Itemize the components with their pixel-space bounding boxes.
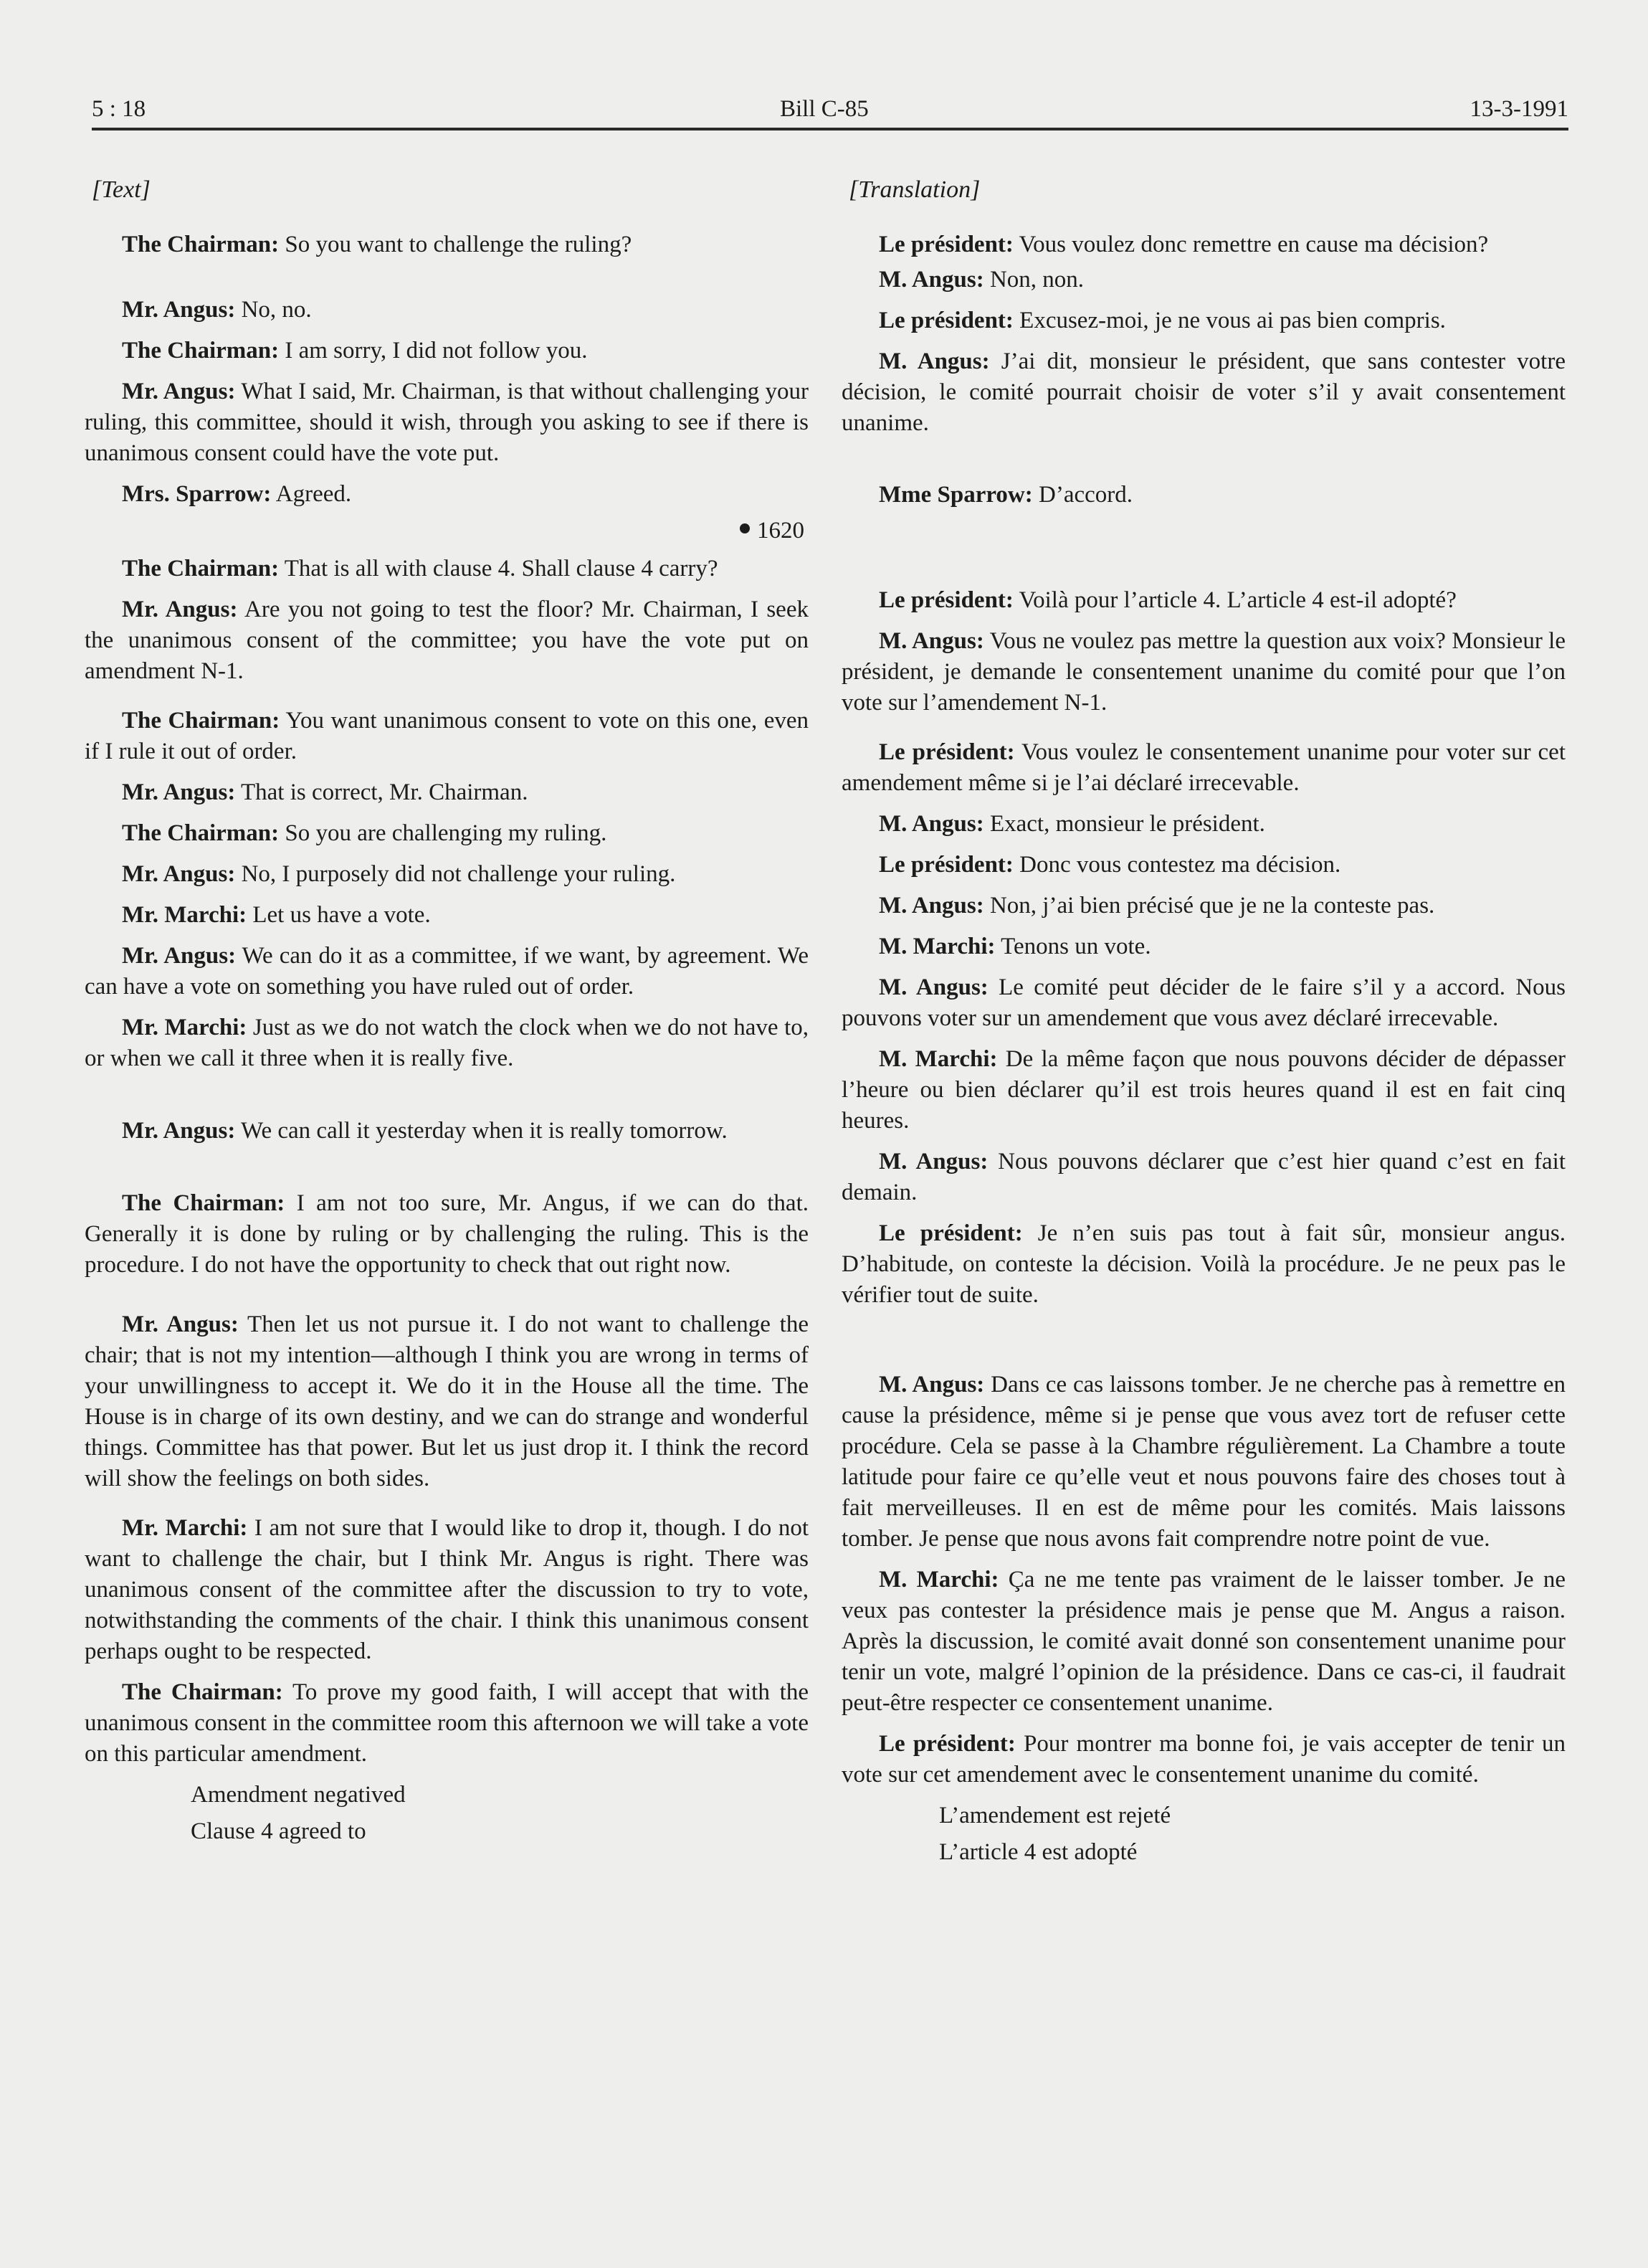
speaker-name: M. Angus: bbox=[879, 811, 984, 837]
speech-text: Vous voulez le consentement unanime pour voter sur cet amendement même si je l’ai déclaré irrecevable. bbox=[842, 739, 1566, 796]
speech-text: Let us have a vote. bbox=[247, 902, 431, 928]
bill-title: Bill C-85 bbox=[780, 96, 869, 122]
speech-text: Vous ne voulez pas mettre la question aux voix? Monsieur le président, je demande le consentement unanime du comité pour que l’on vote sur l’amendement N-1. bbox=[842, 628, 1566, 716]
english-paragraph bbox=[85, 859, 809, 890]
speech-text: Le comité peut décider de le faire s’il y a accord. Nous pouvons voter sur un amendement que vous avez déclaré irrecevable. bbox=[842, 974, 1566, 1031]
english-paragraph bbox=[85, 1188, 809, 1281]
french-paragraph bbox=[842, 809, 1566, 840]
speaker-name: M. Marchi: bbox=[879, 1046, 998, 1072]
speaker-name: Mr. Angus: bbox=[122, 379, 236, 404]
french-paragraph bbox=[842, 850, 1566, 881]
speech-text: That is all with clause 4. Shall clause 4 carry? bbox=[279, 556, 718, 582]
speaker-name: M. Angus: bbox=[879, 1149, 989, 1175]
speaker-name: Mr. Angus: bbox=[122, 1311, 239, 1337]
english-paragraph bbox=[85, 818, 809, 849]
english-outcome-clause: Clause 4 agreed to bbox=[191, 1818, 366, 1844]
english-paragraph bbox=[85, 229, 809, 260]
french-paragraph bbox=[842, 931, 1566, 962]
time-marker bbox=[85, 516, 809, 546]
speaker-name: M. Marchi: bbox=[879, 1567, 999, 1593]
speech-text: Pour montrer ma bonne foi, je vais accepter de tenir un vote sur cet amendement avec le consentement unanime du comité. bbox=[842, 1731, 1566, 1788]
speaker-name: Le président: bbox=[879, 852, 1014, 878]
speech-text: Nous pouvons déclarer que c’est hier quand c’est en fait demain. bbox=[842, 1149, 1566, 1205]
speaker-name: Mr. Angus: bbox=[122, 943, 237, 969]
speaker-name: Mrs. Sparrow: bbox=[122, 481, 272, 507]
speaker-name: M. Angus: bbox=[879, 893, 984, 919]
speech-text: That is correct, Mr. Chairman. bbox=[235, 779, 528, 805]
speech-text: To prove my good faith, I will accept that with the unanimous consent in the committee room this afternoon we will take a vote on this particular amendment. bbox=[85, 1679, 809, 1767]
speech-text: So you are challenging my ruling. bbox=[279, 820, 607, 846]
speech-text: Vous voulez donc remettre en cause ma décision? bbox=[1013, 232, 1489, 257]
english-paragraph bbox=[85, 336, 809, 366]
english-paragraph bbox=[85, 941, 809, 1002]
english-paragraph bbox=[85, 479, 809, 510]
speaker-name: M. Angus: bbox=[879, 628, 984, 654]
speech-text: Exact, monsieur le président. bbox=[983, 811, 1265, 837]
french-paragraph bbox=[842, 626, 1566, 718]
english-paragraph bbox=[85, 1677, 809, 1770]
english-paragraph bbox=[85, 376, 809, 469]
english-paragraph bbox=[85, 1116, 809, 1147]
speaker-name: M. Angus: bbox=[879, 1372, 985, 1398]
english-paragraph bbox=[85, 1309, 809, 1494]
speaker-name: The Chairman: bbox=[122, 556, 280, 582]
speaker-name: Mr. Marchi: bbox=[122, 1015, 247, 1040]
french-paragraph bbox=[842, 891, 1566, 921]
header-date: 13-3-1991 bbox=[1470, 96, 1568, 122]
french-paragraph bbox=[842, 972, 1566, 1034]
french-paragraph bbox=[842, 1218, 1566, 1311]
speech-text: Then let us not pursue it. I do not want to challenge the chair; that is not my intention—although I think you are wrong in terms of your unwillingness to accept it. We do it in the House all the time. The House is in charge of its own destiny, and we can do strange and wonderful things. Committee has that power. But let us just drop it. I think the record will show the feelings on both sides. bbox=[85, 1311, 809, 1491]
speech-text: Just as we do not watch the clock when we do not have to, or when we call it three when it is really five. bbox=[85, 1015, 809, 1071]
speech-text: Non, non. bbox=[983, 267, 1085, 293]
french-outcome-clause: L’article 4 est adopté bbox=[939, 1839, 1138, 1865]
english-outcome-amendment: Amendment negatived bbox=[191, 1782, 406, 1808]
french-paragraph bbox=[842, 265, 1566, 295]
bullet-icon bbox=[740, 523, 750, 533]
speaker-name: Le président: bbox=[879, 1731, 1016, 1757]
english-column bbox=[85, 176, 809, 1847]
french-paragraph bbox=[842, 346, 1566, 439]
speaker-name: The Chairman: bbox=[122, 232, 280, 257]
speaker-name: The Chairman: bbox=[122, 1679, 283, 1705]
french-paragraph bbox=[842, 1370, 1566, 1555]
speaker-name: Mr. Angus: bbox=[122, 297, 236, 323]
speech-text: Tenons un vote. bbox=[995, 934, 1151, 959]
english-paragraph bbox=[85, 594, 809, 687]
speech-text: Voilà pour l’article 4. L’article 4 est-il adopté? bbox=[1013, 587, 1457, 613]
english-paragraph bbox=[85, 1513, 809, 1667]
speech-text: We can do it as a committee, if we want, by agreement. We can have a vote on something you have ruled out of order. bbox=[85, 943, 809, 1000]
speaker-name: The Chairman: bbox=[122, 708, 280, 734]
french-paragraph bbox=[842, 1044, 1566, 1137]
speech-text: No, I purposely did not challenge your ruling. bbox=[235, 861, 676, 887]
speech-text: Ça ne me tente pas vraiment de le laisser tomber. Je ne veux pas contester la présidence mais je pense que M. Angus a raison. Après la discussion, le comité avait donné son consentement unanime pour tenir un vote, malgré l’opinion de la présidence. Dans ce cas-ci, il faudrait peut-être respecter ce consentement unanime. bbox=[842, 1567, 1566, 1716]
speech-text: I am sorry, I did not follow you. bbox=[279, 338, 588, 364]
french-paragraph bbox=[842, 305, 1566, 336]
speech-text: D’accord. bbox=[1032, 482, 1133, 508]
speech-text: I am not too sure, Mr. Angus, if we can do that. Generally it is done by ruling or by challenging the ruling. This is the procedure. I do not have the opportunity to check that out right now. bbox=[85, 1190, 809, 1278]
speaker-name: Le président: bbox=[879, 232, 1014, 257]
speaker-name: Le président: bbox=[879, 1220, 1023, 1246]
speech-text: I am not sure that I would like to drop it, though. I do not want to challenge the chair, but I think Mr. Angus is right. There was unanimous consent of the committee after the discussion to try to vote, notwithstanding the comments of the chair. I think this unanimous consent perhaps ought to be respected. bbox=[85, 1515, 809, 1664]
english-language-label: [Text] bbox=[92, 176, 151, 203]
english-paragraph bbox=[85, 900, 809, 931]
speaker-name: The Chairman: bbox=[122, 338, 280, 364]
speech-text: De la même façon que nous pouvons décider de dépasser l’heure ou bien déclarer qu’il est trois heures quand il est en fait cinq heures. bbox=[842, 1046, 1566, 1134]
speaker-name: Mr. Marchi: bbox=[122, 1515, 248, 1541]
speech-text: You want unanimous consent to vote on this one, even if I rule it out of order. bbox=[85, 708, 809, 764]
speaker-name: Le président: bbox=[879, 308, 1014, 333]
french-paragraph bbox=[842, 480, 1566, 511]
french-paragraph bbox=[842, 1565, 1566, 1719]
speech-text: So you want to challenge the ruling? bbox=[279, 232, 632, 257]
page-number: 5 : 18 bbox=[92, 96, 146, 122]
speaker-name: M. Angus: bbox=[879, 267, 984, 293]
french-paragraph bbox=[842, 1729, 1566, 1790]
speaker-name: Le président: bbox=[879, 587, 1014, 613]
english-paragraph bbox=[85, 554, 809, 584]
speech-text: J’ai dit, monsieur le président, que sans contester votre décision, le comité pourrait choisir de voter s’il y avait consentement unanime. bbox=[842, 348, 1566, 436]
english-paragraph bbox=[85, 777, 809, 808]
english-paragraph bbox=[85, 295, 809, 326]
speech-text: Are you not going to test the floor? Mr. Chairman, I seek the unanimous consent of the committee; you have the vote put on amendment N-1. bbox=[85, 597, 809, 684]
french-paragraph bbox=[842, 229, 1566, 260]
french-paragraph bbox=[842, 585, 1566, 616]
page-header bbox=[92, 92, 1568, 131]
speech-text: No, no. bbox=[235, 297, 312, 323]
french-paragraph bbox=[842, 1147, 1566, 1208]
time-marker-text: 1620 bbox=[757, 518, 804, 544]
speech-text: Non, j’ai bien précisé que je ne la conteste pas. bbox=[983, 893, 1435, 919]
english-paragraph bbox=[85, 1012, 809, 1074]
speech-text: Je n’en suis pas tout à fait sûr, monsieur angus. D’habitude, on conteste la décision. Voilà la procédure. Je ne peux pas le vérifier tout de suite. bbox=[842, 1220, 1566, 1308]
speech-text: Excusez-moi, je ne vous ai pas bien compris. bbox=[1013, 308, 1446, 333]
french-column bbox=[842, 176, 1566, 1868]
speaker-name: M. Angus: bbox=[879, 974, 989, 1000]
speaker-name: Mme Sparrow: bbox=[879, 482, 1033, 508]
speaker-name: M. Marchi: bbox=[879, 934, 996, 959]
french-outcome-amendment: L’amendement est rejeté bbox=[939, 1803, 1171, 1828]
speaker-name: Mr. Angus: bbox=[122, 597, 238, 622]
speech-text: We can call it yesterday when it is really tomorrow. bbox=[235, 1118, 728, 1144]
french-language-label: [Translation] bbox=[849, 176, 981, 203]
speaker-name: Le président: bbox=[879, 739, 1015, 765]
speech-text: What I said, Mr. Chairman, is that without challenging your ruling, this committee, should it wish, through you asking to see if there is unanimous consent could have the vote put. bbox=[85, 379, 809, 466]
speaker-name: Mr. Angus: bbox=[122, 861, 236, 887]
speaker-name: Mr. Angus: bbox=[122, 1118, 236, 1144]
speaker-name: M. Angus: bbox=[879, 348, 990, 374]
speech-text: Agreed. bbox=[271, 481, 352, 507]
french-paragraph bbox=[842, 737, 1566, 799]
speech-text: Dans ce cas laissons tomber. Je ne cherche pas à remettre en cause la présidence, même si je pense que vous avez tort de refuser cette procédure. Cela se passe à la Chambre régulièrement. La Chambre a toute latitude pour faire ce qu’elle veut et nous pouvons faire des choses tout à fait merveilleuses. Il en est de même pour les comités. Mais laissons tomber. Je pense que nous avons fait comprendre notre point de vue. bbox=[842, 1372, 1566, 1552]
speaker-name: The Chairman: bbox=[122, 820, 280, 846]
speech-text: Donc vous contestez ma décision. bbox=[1013, 852, 1341, 878]
speaker-name: Mr. Marchi: bbox=[122, 902, 247, 928]
english-paragraph bbox=[85, 706, 809, 767]
speaker-name: The Chairman: bbox=[122, 1190, 285, 1216]
speaker-name: Mr. Angus: bbox=[122, 779, 236, 805]
